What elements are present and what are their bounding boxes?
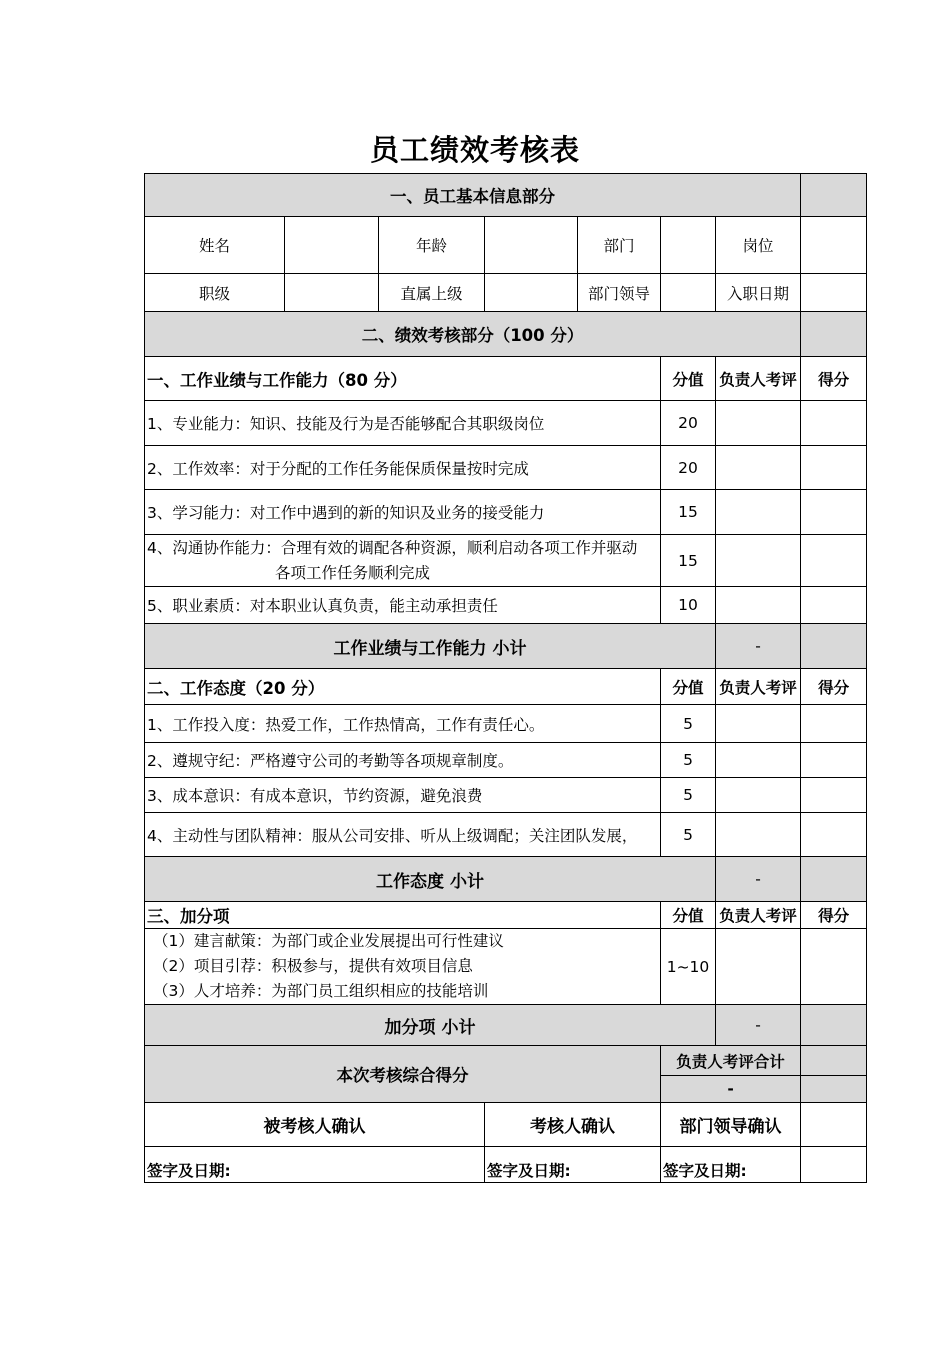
dept-leader-value-cell[interactable]	[661, 274, 716, 312]
label-hire-date: 入职日期	[716, 274, 801, 312]
score-cell[interactable]	[801, 705, 867, 743]
reviewer-cell[interactable]	[716, 535, 801, 587]
basic-info-header: 一、员工基本信息部分	[145, 174, 801, 217]
score-cell[interactable]	[801, 490, 867, 535]
direct-supervisor-value-cell[interactable]	[485, 274, 578, 312]
bonus-item: （2）项目引荐：积极参与，提供有效项目信息	[153, 957, 473, 975]
hire-date-value-cell[interactable]	[801, 274, 867, 312]
col-score-value: 分值	[661, 357, 716, 401]
col-reviewer: 负责人考评	[716, 902, 801, 929]
label-department: 部门	[578, 217, 661, 274]
score-cell[interactable]	[801, 743, 867, 778]
col-reviewer: 负责人考评	[716, 669, 801, 705]
reviewer-total-value: -	[661, 1076, 801, 1103]
col-score-value: 分值	[661, 669, 716, 705]
reviewer-cell[interactable]	[716, 929, 801, 1005]
blank-cell	[801, 624, 867, 669]
item-score-value: 10	[661, 587, 716, 624]
assessor-sign-field[interactable]: 签字及日期:	[485, 1147, 661, 1183]
assessor-confirm-label: 考核人确认	[485, 1103, 661, 1147]
section1-item: 1、专业能力：知识、技能及行为是否能够配合其职级岗位	[145, 401, 661, 446]
reviewer-cell[interactable]	[716, 813, 801, 857]
bonus-items	[145, 929, 661, 1005]
dept-leader-confirm-label: 部门领导确认	[661, 1103, 801, 1147]
score-cell[interactable]	[801, 813, 867, 857]
label-direct-supervisor: 直属上级	[379, 274, 485, 312]
item-text-line1: 4、沟通协作能力：合理有效的调配各种资源，顺利启动各项工作并驱动	[147, 538, 638, 557]
blank-cell	[801, 857, 867, 902]
reviewer-cell[interactable]	[716, 743, 801, 778]
score-cell[interactable]	[801, 401, 867, 446]
reviewer-cell[interactable]	[716, 705, 801, 743]
score-cell[interactable]	[801, 929, 867, 1005]
bonus-item: （1）建言献策：为部门或企业发展提出可行性建议	[153, 932, 504, 950]
score-cell[interactable]	[801, 535, 867, 587]
item-text-line2: 各项工作任务顺利完成	[275, 563, 431, 582]
label-position: 岗位	[716, 217, 801, 274]
col-score: 得分	[801, 669, 867, 705]
item-score-value: 20	[661, 446, 716, 490]
section3-title: 三、加分项	[145, 902, 661, 929]
item-score-value: 20	[661, 401, 716, 446]
section2-subtotal-value: -	[716, 857, 801, 902]
section1-item: 3、学习能力：对工作中遇到的新的知识及业务的接受能力	[145, 490, 661, 535]
page-title: 员工绩效考核表	[369, 133, 580, 167]
label-age: 年龄	[379, 217, 485, 274]
rank-value-cell[interactable]	[285, 274, 379, 312]
total-score-label: 本次考核综合得分	[145, 1046, 661, 1103]
section1-item: 5、职业素质：对本职业认真负责，能主动承担责任	[145, 587, 661, 624]
item-score-value: 5	[661, 778, 716, 813]
item-score-value: 5	[661, 705, 716, 743]
section1-item	[145, 535, 661, 587]
performance-header: 二、绩效考核部分（100 分）	[145, 312, 801, 357]
col-score: 得分	[801, 357, 867, 401]
item-score-value: 5	[661, 743, 716, 778]
reviewer-cell[interactable]	[716, 587, 801, 624]
item-score-value: 5	[661, 813, 716, 857]
label-rank: 职级	[145, 274, 285, 312]
score-cell[interactable]	[801, 778, 867, 813]
blank-cell	[801, 1005, 867, 1046]
reviewer-cell[interactable]	[716, 446, 801, 490]
col-score-value: 分值	[661, 902, 716, 929]
blank-cell	[801, 1147, 867, 1183]
reviewer-total-label: 负责人考评合计	[661, 1046, 801, 1076]
section2-title: 二、工作态度（20 分）	[145, 669, 661, 705]
section2-item: 4、主动性与团队精神：服从公司安排、听从上级调配；关注团队发展，	[145, 813, 661, 857]
reviewer-cell[interactable]	[716, 490, 801, 535]
section2-item: 3、成本意识：有成本意识，节约资源，避免浪费	[145, 778, 661, 813]
item-score-value: 15	[661, 535, 716, 587]
section1-item: 2、工作效率：对于分配的工作任务能保质保量按时完成	[145, 446, 661, 490]
dept-leader-sign-field[interactable]: 签字及日期:	[661, 1147, 801, 1183]
label-name: 姓名	[145, 217, 285, 274]
col-reviewer: 负责人考评	[716, 357, 801, 401]
score-cell[interactable]	[801, 587, 867, 624]
reviewer-cell[interactable]	[716, 778, 801, 813]
reviewer-cell[interactable]	[716, 401, 801, 446]
score-cell[interactable]	[801, 446, 867, 490]
assessee-confirm-label: 被考核人确认	[145, 1103, 485, 1147]
item-score-value: 15	[661, 490, 716, 535]
section3-subtotal-label: 加分项 小计	[145, 1005, 716, 1046]
col-score: 得分	[801, 902, 867, 929]
name-value-cell[interactable]	[285, 217, 379, 274]
section2-item: 2、遵规守纪：严格遵守公司的考勤等各项规章制度。	[145, 743, 661, 778]
label-dept-leader: 部门领导	[578, 274, 661, 312]
blank-cell	[801, 1103, 867, 1147]
bonus-score-value: 1~10	[661, 929, 716, 1005]
blank-cell	[801, 312, 867, 357]
age-value-cell[interactable]	[485, 217, 578, 274]
assessee-sign-field[interactable]: 签字及日期:	[145, 1147, 485, 1183]
performance-table	[144, 173, 867, 1183]
section3-subtotal-value: -	[716, 1005, 801, 1046]
bonus-item: （3）人才培养：为部门员工组织相应的技能培训	[153, 982, 489, 1000]
section2-subtotal-label: 工作态度 小计	[145, 857, 716, 902]
blank-cell	[801, 174, 867, 217]
department-value-cell[interactable]	[661, 217, 716, 274]
section1-subtotal-label: 工作业绩与工作能力 小计	[145, 624, 716, 669]
section2-item: 1、工作投入度：热爱工作，工作热情高，工作有责任心。	[145, 705, 661, 743]
section1-title: 一、工作业绩与工作能力（80 分）	[145, 357, 661, 401]
section1-subtotal-value: -	[716, 624, 801, 669]
blank-cell	[801, 1076, 867, 1103]
blank-cell	[801, 1046, 867, 1076]
position-value-cell[interactable]	[801, 217, 867, 274]
